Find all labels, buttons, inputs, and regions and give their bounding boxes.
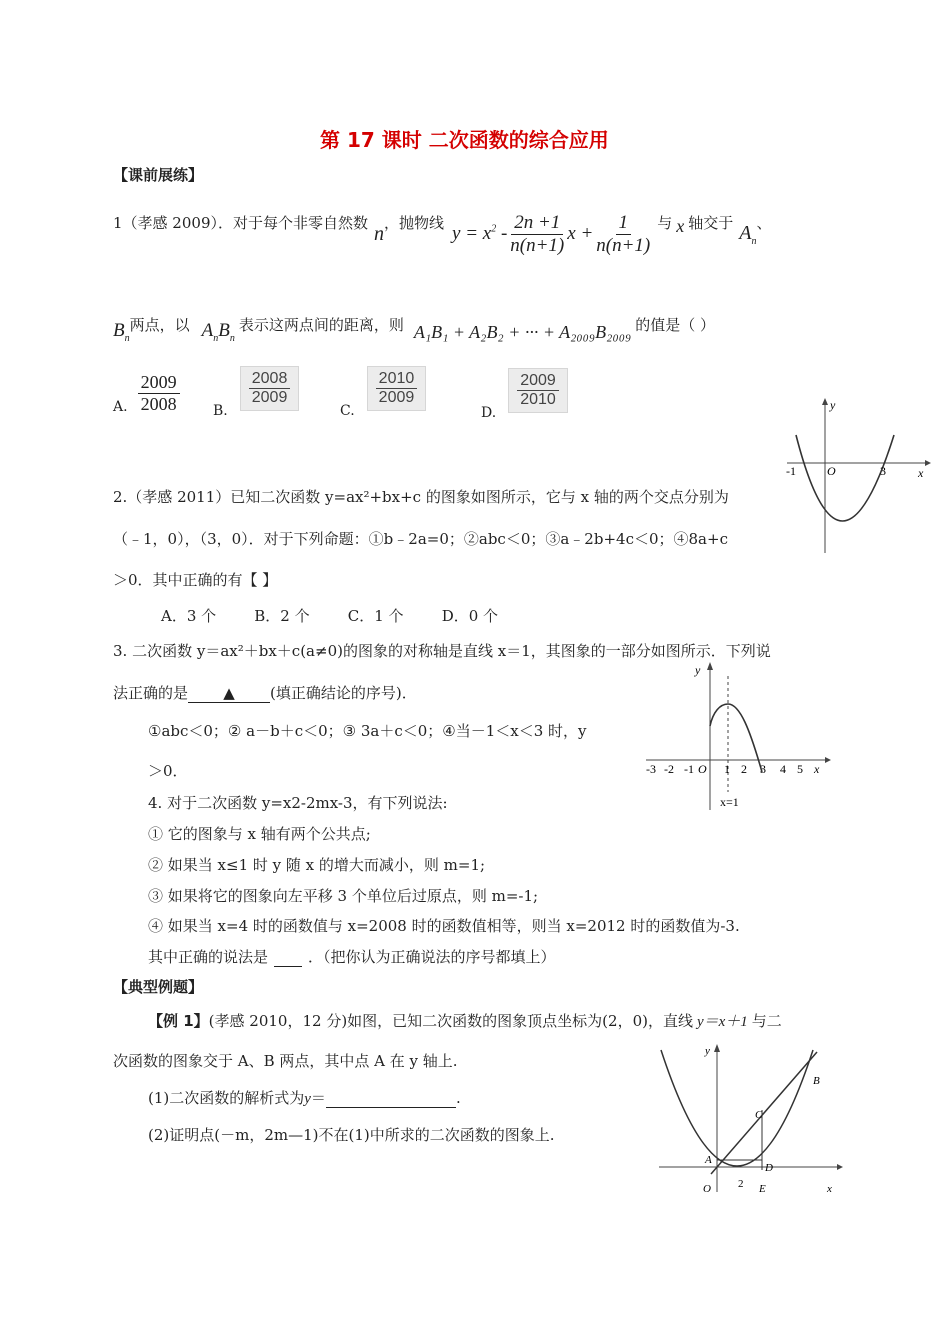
q3-y-label: y <box>695 663 701 677</box>
q1-mid3: 轴交于 <box>688 213 734 232</box>
q1-mid1: ，抛物线 <box>384 213 445 232</box>
ex1-answer-blank[interactable] <box>326 1089 456 1108</box>
example-1-graph <box>655 1040 845 1200</box>
q1-fraction-2: $\frac{1}{n(n+1)}$ <box>596 211 651 256</box>
q1-An: $A_n$ <box>739 221 757 247</box>
q1-option-a: A. $\frac{2009}{2008}$ <box>113 372 180 415</box>
svg-text:O: O <box>703 1183 711 1195</box>
section-heading-examples: 【典型例题】 <box>113 978 204 996</box>
q1-line2-a: 两点，以 <box>129 315 190 334</box>
q2-line-2: （﹣1，0），（3，0）．对于下列命题：①b﹣2a=0；②abc＜0；③a﹣2b+4c＜0；④8a+c <box>113 530 728 548</box>
q4-statement-4: ④ 如果当 x=4 时的函数值与 x=2008 时的函数值相等，则当 x=2012 时的函数值为-3. <box>148 917 740 935</box>
q1-tail1: 、 <box>756 213 772 232</box>
svg-text:-3: -3 <box>646 762 656 776</box>
q3-line-4: ＞0． <box>148 762 188 780</box>
q3-symmetry-axis-label: x=1 <box>720 795 739 809</box>
question-1-line-1 <box>113 204 772 264</box>
svg-text:x: x <box>827 1183 832 1195</box>
example-1-part-1: (1)二次函数的解析式为y＝ . <box>148 1089 461 1107</box>
q2-parabola-graph <box>782 395 932 555</box>
svg-text:3: 3 <box>760 762 766 776</box>
svg-text:A: A <box>705 1154 712 1166</box>
q1-x: x + <box>567 223 594 244</box>
page-title: 第 17 课时 二次函数的综合应用 <box>320 128 609 152</box>
q2-line-3: ＞0．其中正确的有【 】 <box>113 571 278 589</box>
q3-parabola-graph <box>640 660 835 820</box>
q1-option-c: C. $\frac{2010}{2009}$ <box>340 366 426 411</box>
question-1-line-2 <box>113 304 715 344</box>
q3-x-tick-labels <box>646 762 803 776</box>
q2-origin-label: O <box>827 464 836 478</box>
svg-text:B: B <box>813 1075 820 1087</box>
svg-text:D: D <box>765 1162 773 1174</box>
q2-right-root: 3 <box>880 464 886 478</box>
svg-text:C: C <box>755 1109 763 1121</box>
svg-text:5: 5 <box>797 762 803 776</box>
q4-statement-3: ③ 如果将它的图象向左平移 3 个单位后过原点，则 m=-1; <box>148 887 539 905</box>
example-1-line-1: 【例 1】(孝感 2010，12 分)如图，已知二次函数的图象顶点坐标为(2，0)，直线 y＝x＋1 与二 <box>148 1012 782 1030</box>
q1-line2-b: 表示这两点间的距离，则 <box>238 315 404 334</box>
q1-option-b: B. $\frac{2008}{2009}$ <box>213 366 299 411</box>
q3-line-2: 法正确的是 ▲ (填正确结论的序号)． <box>113 684 417 702</box>
q2-options: A．3 个 B．2 个 C．1 个 D．0 个 <box>161 607 499 625</box>
q4-statement-2: ② 如果当 x≤1 时 y 随 x 的增大而减小，则 m=1; <box>148 856 486 874</box>
svg-text:E: E <box>759 1183 766 1195</box>
svg-text:O: O <box>698 762 707 776</box>
q2-left-root: -1 <box>786 464 796 478</box>
svg-text:2: 2 <box>738 1178 744 1190</box>
q2-x-label: x <box>918 466 924 480</box>
q1-fraction-1: $\frac{2n +1}{n(n+1)}$ <box>510 211 565 256</box>
svg-text:-2: -2 <box>664 762 674 776</box>
q2-y-label: y <box>830 398 836 412</box>
q1-lhs: $y = x^2$ - <box>452 223 508 244</box>
example-1-part-2: (2)证明点(－m，2m—1)不在(1)中所求的二次函数的图象上. <box>148 1126 555 1144</box>
section-heading-preview: 【课前展练】 <box>113 166 204 184</box>
svg-text:-1: -1 <box>684 762 694 776</box>
q1-sum-expression: A₁B₁ + A₂B₂ + ··· + A₂₀₀₉B₂₀₀₉ <box>413 321 632 342</box>
example-1-line-2: 次函数的图象交于 A、B 两点，其中点 A 在 y 轴上. <box>113 1052 458 1070</box>
q1-Bn: $B_n$ <box>113 320 130 344</box>
svg-text:y: y <box>705 1045 710 1057</box>
q4-line-1: 4. 对于二次函数 y=x2-2mx-3，有下列说法: <box>148 794 448 812</box>
q1-prefix: 1（孝感 2009）．对于每个非零自然数 <box>113 213 368 232</box>
q4-conclusion: 其中正确的说法是 ．（把你认为正确说法的序号都填上） <box>148 948 556 966</box>
q2-line-1: 2.（孝感 2011）已知二次函数 y=ax²+bx+c 的图象如图所示，它与 x 轴的两个交点分别为 <box>113 488 729 506</box>
q3-x-label: x <box>814 762 820 776</box>
q3-answer-blank[interactable]: ▲ <box>188 684 270 703</box>
q1-line2-c: 的值是（ ） <box>635 315 715 334</box>
q4-statement-1: ① 它的图象与 x 轴有两个公共点; <box>148 825 371 843</box>
q1-mid2: 与 <box>657 213 673 232</box>
svg-text:1: 1 <box>724 762 730 776</box>
svg-text:2: 2 <box>741 762 747 776</box>
svg-text:4: 4 <box>780 762 786 776</box>
q1-option-d: D. $\frac{2009}{2010}$ <box>481 368 568 413</box>
q1-AnBn: $A_nB_n$ <box>201 320 235 344</box>
q1-x-axis: x <box>676 215 685 236</box>
q1-var-n: n <box>374 222 384 245</box>
q4-answer-blank[interactable] <box>274 948 302 967</box>
q3-line-1: 3. 二次函数 y＝ax²＋bx＋c(a≠0)的图象的对称轴是直线 x＝1，其图象的一部分如图所示．下列说 <box>113 642 771 660</box>
q3-line-3: ①abc＜0；② a－b＋c＜0；③ 3a＋c＜0；④当－1＜x＜3 时，y <box>148 722 587 740</box>
